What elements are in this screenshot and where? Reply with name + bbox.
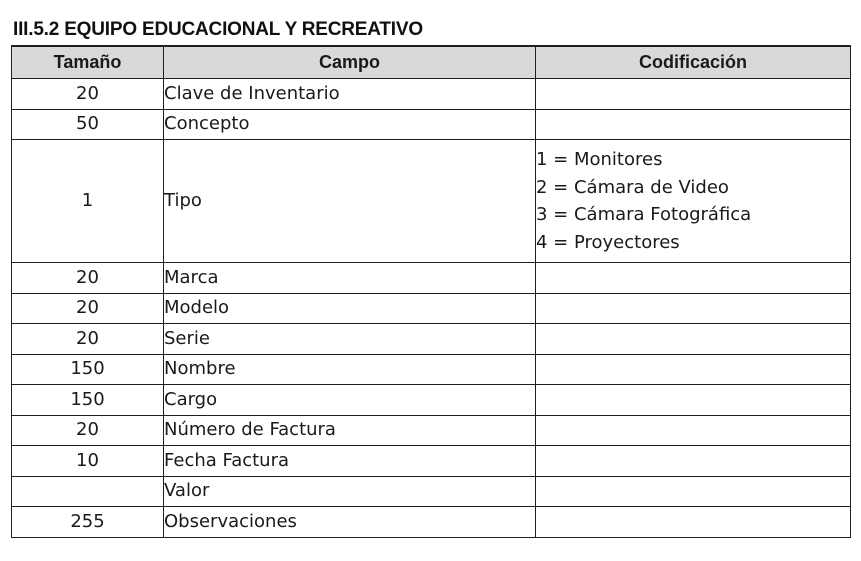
table-row xyxy=(12,293,851,324)
cell-field: Fecha Factura xyxy=(164,446,536,477)
table-header-row xyxy=(12,46,851,79)
cell-field: Observaciones xyxy=(164,507,536,538)
code-option: 2 = Cámara de Video xyxy=(536,176,729,198)
cell-size: 20 xyxy=(12,415,164,446)
cell-field: Marca xyxy=(164,263,536,294)
field-spec-table xyxy=(11,45,851,538)
table-row xyxy=(12,446,851,477)
code-option: 4 = Proyectores xyxy=(536,231,680,253)
table-row xyxy=(12,263,851,294)
cell-code xyxy=(536,446,851,477)
code-option: 1 = Monitores xyxy=(536,149,663,170)
table-row xyxy=(12,415,851,446)
section-title: III.5.2 EQUIPO EDUCACIONAL Y RECREATIVO xyxy=(13,19,423,40)
cell-size: 150 xyxy=(12,354,164,385)
cell-field: Nombre xyxy=(164,354,536,385)
column-header-code: Codificación xyxy=(536,46,851,79)
cell-code xyxy=(536,385,851,416)
cell-field: Tipo xyxy=(164,140,536,263)
cell-field: Número de Factura xyxy=(164,415,536,446)
cell-size: 50 xyxy=(12,109,164,140)
table-row xyxy=(12,507,851,538)
cell-size: 20 xyxy=(12,263,164,294)
cell-size: 10 xyxy=(12,446,164,477)
table-row xyxy=(12,476,851,507)
cell-code xyxy=(536,324,851,355)
cell-field: Concepto xyxy=(164,109,536,140)
cell-code xyxy=(536,109,851,140)
column-header-size: Tamaño xyxy=(12,46,164,79)
cell-code xyxy=(536,476,851,507)
cell-field: Valor xyxy=(164,476,536,507)
cell-size: 20 xyxy=(12,293,164,324)
cell-code xyxy=(536,354,851,385)
cell-size: 1 xyxy=(12,140,164,263)
column-header-field: Campo xyxy=(164,46,536,79)
cell-size: 150 xyxy=(12,385,164,416)
table-row xyxy=(12,354,851,385)
cell-code xyxy=(536,507,851,538)
table-row xyxy=(12,79,851,110)
cell-field: Serie xyxy=(164,324,536,355)
cell-size: 255 xyxy=(12,507,164,538)
cell-code xyxy=(536,140,851,263)
table-row xyxy=(12,324,851,355)
cell-code xyxy=(536,415,851,446)
cell-field: Modelo xyxy=(164,293,536,324)
cell-code xyxy=(536,293,851,324)
cell-size: 20 xyxy=(12,324,164,355)
cell-size xyxy=(12,476,164,507)
code-option: 3 = Cámara Fotográfica xyxy=(536,204,752,225)
table-row xyxy=(12,109,851,140)
cell-code xyxy=(536,79,851,110)
cell-size: 20 xyxy=(12,79,164,110)
cell-field: Cargo xyxy=(164,385,536,416)
cell-code xyxy=(536,263,851,294)
cell-field: Clave de Inventario xyxy=(164,79,536,110)
table-row xyxy=(12,140,851,263)
table-row xyxy=(12,385,851,416)
